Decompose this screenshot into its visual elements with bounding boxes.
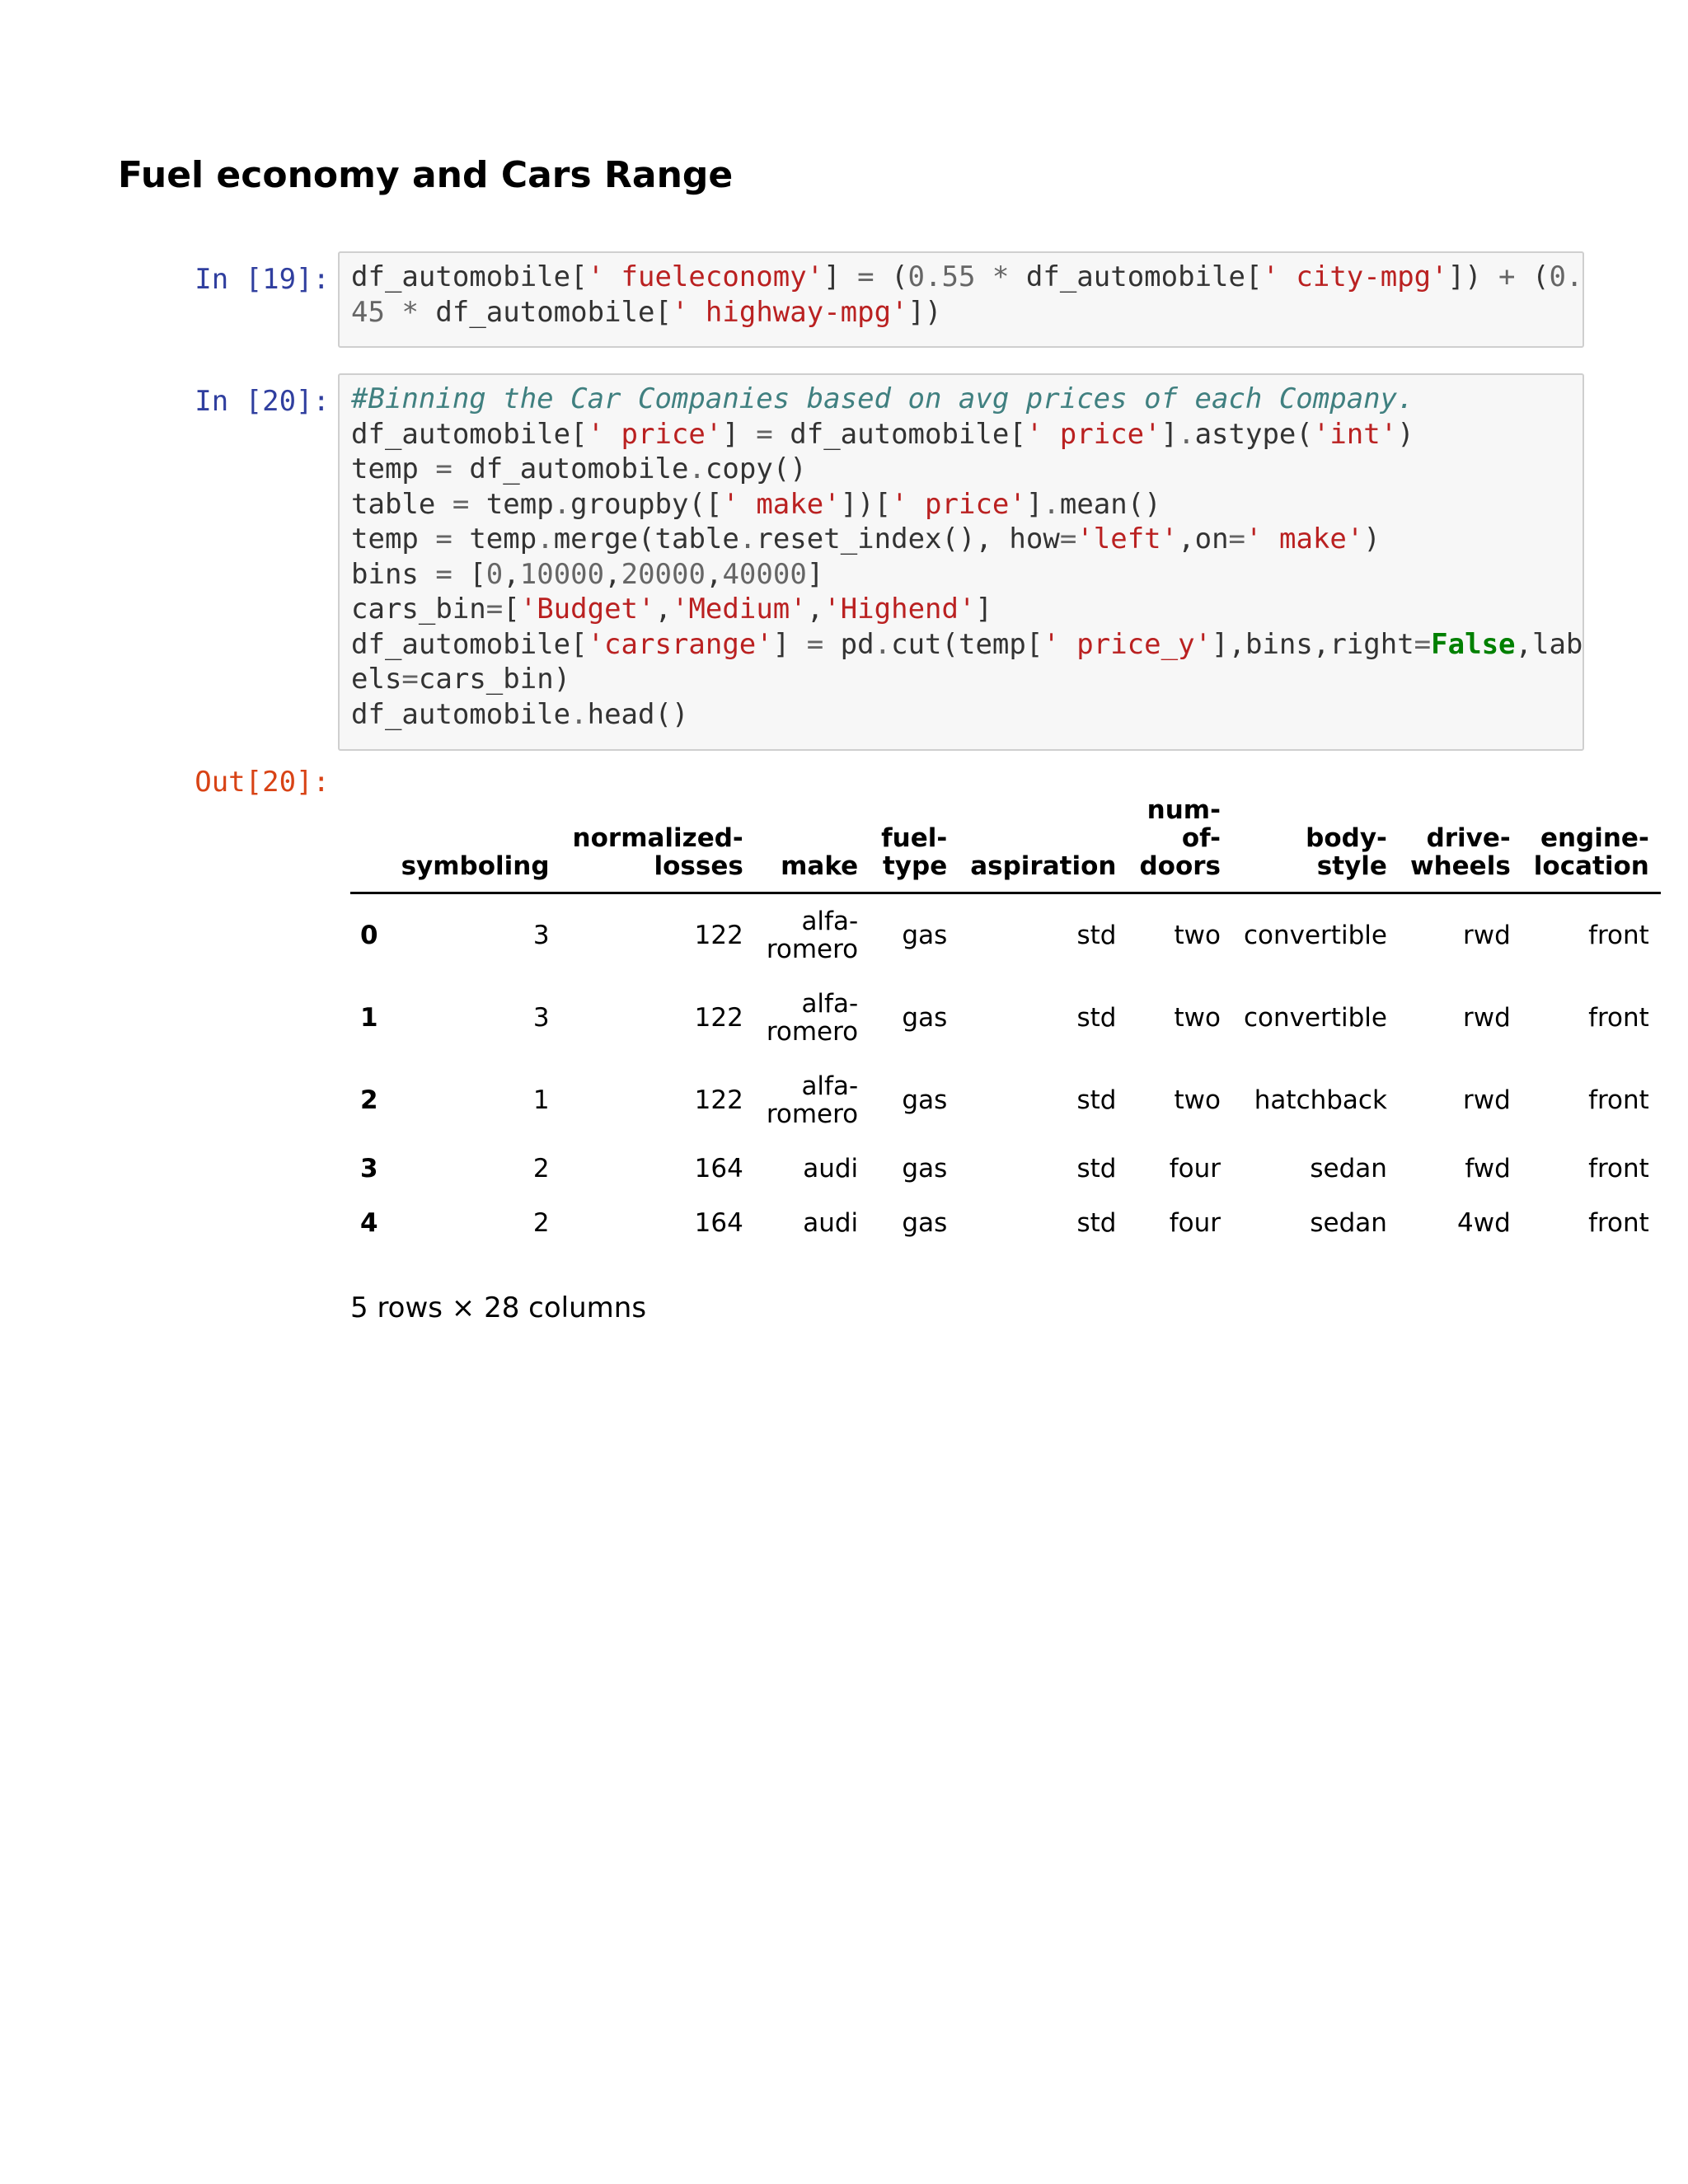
code-token: copy() — [705, 452, 807, 485]
code-token: ( — [1515, 260, 1550, 293]
code-token: mean() — [1059, 487, 1161, 521]
code-token: = — [806, 627, 824, 661]
input-prompt-20: In [20]: — [195, 385, 330, 418]
cell-make: audi — [803, 1208, 859, 1238]
cell-num-of-doors: four — [1169, 1154, 1221, 1183]
code-token: ] — [772, 627, 807, 661]
cell-normalized-losses: 122 — [694, 1003, 743, 1033]
code-token: ' price' — [587, 417, 723, 451]
code-token: , — [604, 557, 621, 591]
code-token: , — [705, 557, 723, 591]
code-token: els — [351, 663, 402, 696]
code-token: head() — [587, 697, 689, 731]
code-token: groupby([ — [570, 487, 723, 521]
code-cell-19[interactable] — [338, 251, 1584, 348]
column-header-fuel-type: fuel- type — [881, 823, 948, 881]
cell-make: alfa- romero — [766, 1071, 859, 1129]
cell-fuel-type: gas — [902, 1085, 948, 1115]
code-token: ] — [1025, 487, 1043, 521]
code-token: bins — [351, 557, 436, 591]
cell-normalized-losses: 122 — [694, 1085, 743, 1115]
code-token: 'Budget' — [519, 593, 655, 626]
code-token: ) — [1363, 523, 1381, 555]
code-token: * — [401, 295, 419, 329]
code-token: ] — [823, 260, 858, 293]
code-token: temp — [351, 452, 436, 485]
code-token: = — [857, 260, 874, 293]
code-token: 20000 — [621, 557, 706, 591]
cell-aspiration: std — [1076, 1208, 1117, 1238]
output-prompt-20: Out[20]: — [195, 766, 330, 799]
code-token: temp — [469, 487, 554, 521]
cell-body-style: sedan — [1310, 1208, 1387, 1238]
code-token: ' price' — [1025, 417, 1161, 451]
code-token: , — [806, 593, 824, 626]
code-line — [351, 557, 1571, 593]
code-token: pd — [823, 627, 874, 661]
cell-drive-wheels: rwd — [1463, 1003, 1511, 1033]
code-token: = — [485, 593, 504, 626]
code-token: ' make' — [1245, 523, 1364, 555]
row-index: 0 — [360, 921, 378, 950]
cell-num-of-doors: two — [1174, 1085, 1221, 1115]
cell-aspiration: std — [1076, 921, 1117, 950]
cell-num-of-doors: two — [1174, 1003, 1221, 1033]
code-token: . — [688, 452, 706, 485]
code-token: = — [756, 417, 773, 451]
code-token: + — [1498, 260, 1516, 293]
section-heading: Fuel economy and Cars Range — [118, 154, 734, 196]
code-token: = — [1414, 627, 1432, 661]
code-token: . — [1178, 417, 1195, 451]
code-token: ] — [722, 417, 757, 451]
code-token: df_automobile[ — [418, 295, 672, 329]
code-token: , — [503, 557, 520, 591]
column-header-body-style: body- style — [1306, 823, 1387, 881]
code-token: = — [1228, 523, 1246, 555]
code-token: ' price' — [891, 487, 1026, 521]
code-token — [975, 260, 992, 293]
code-token: . — [537, 523, 554, 555]
code-token: ] — [806, 557, 824, 591]
code-token: = — [401, 663, 419, 696]
cell-drive-wheels: rwd — [1463, 1085, 1511, 1115]
input-prompt-19: In [19]: — [195, 263, 330, 296]
code-line — [351, 417, 1571, 452]
code-token: cut(temp[ — [891, 627, 1043, 661]
code-token: ) — [1397, 417, 1414, 451]
code-token: . — [1043, 487, 1060, 521]
dataframe-table — [350, 791, 1661, 1250]
cell-aspiration: std — [1076, 1154, 1117, 1183]
table-row — [350, 893, 1661, 977]
column-header-normalized-losses: normalized- losses — [572, 823, 743, 881]
code-token: #Binning the Car Companies based on avg prices of each Company. — [351, 382, 1414, 415]
code-token: = — [435, 523, 452, 555]
column-header-index — [350, 791, 390, 893]
code-token: = — [435, 557, 452, 591]
code-token: df_automobile — [452, 452, 689, 485]
cell-fuel-type: gas — [902, 1208, 948, 1238]
row-index: 1 — [360, 1003, 378, 1033]
code-token: df_automobile[ — [351, 627, 588, 661]
code-token: df_automobile[ — [1009, 260, 1263, 293]
code-token: df_automobile[ — [351, 417, 588, 451]
code-token: 'Highend' — [823, 593, 976, 626]
cell-engine-location: front — [1588, 921, 1649, 950]
code-token: ,on — [1178, 523, 1229, 555]
code-token: temp — [351, 523, 436, 555]
code-token: cars_bin) — [418, 663, 571, 696]
code-token: . — [553, 487, 571, 521]
cell-drive-wheels: fwd — [1465, 1154, 1511, 1183]
code-token: df_automobile — [351, 697, 571, 731]
code-cell-20[interactable] — [338, 373, 1584, 751]
code-line — [351, 260, 1583, 295]
code-token: 45 — [351, 295, 385, 329]
code-token: . — [738, 523, 757, 555]
code-token: df_automobile[ — [772, 417, 1026, 451]
cell-normalized-losses: 122 — [694, 921, 743, 950]
code-line — [351, 697, 1571, 733]
code-token: [ — [503, 593, 520, 626]
column-header-aspiration: aspiration — [970, 851, 1117, 881]
code-token: ,lab — [1515, 627, 1583, 661]
code-token: ])[ — [840, 487, 892, 521]
cell-fuel-type: gas — [902, 1003, 948, 1033]
dataframe-shape: 5 rows × 28 columns — [350, 1291, 647, 1324]
code-token: 'left' — [1076, 523, 1179, 555]
code-token: ]) — [1447, 260, 1499, 293]
code-token: = — [452, 487, 470, 521]
code-token: merge(table — [553, 523, 739, 555]
cell-symboling: 2 — [532, 1154, 550, 1183]
cell-normalized-losses: 164 — [694, 1154, 743, 1183]
cell-aspiration: std — [1076, 1085, 1117, 1115]
code-token: temp — [452, 523, 537, 555]
cell-symboling: 3 — [532, 1003, 550, 1033]
cell-symboling: 3 — [532, 921, 550, 950]
table-header-row — [350, 791, 1661, 893]
code-token: astype( — [1194, 417, 1313, 451]
code-token: 40000 — [722, 557, 807, 591]
cell-aspiration: std — [1076, 1003, 1117, 1033]
cell-make: audi — [803, 1154, 859, 1183]
code-token: ' city-mpg' — [1262, 260, 1448, 293]
code-token: . — [874, 627, 892, 661]
code-token: ( — [874, 260, 908, 293]
code-token: ] — [975, 593, 992, 626]
code-token: cars_bin — [351, 593, 486, 626]
code-line — [351, 487, 1571, 523]
code-token: ' price_y' — [1043, 627, 1212, 661]
cell-engine-location: front — [1588, 1154, 1649, 1183]
code-token: * — [992, 260, 1010, 293]
code-token: reset_index(), how — [756, 523, 1060, 555]
cell-body-style: convertible — [1243, 921, 1387, 950]
cell-engine-location: front — [1588, 1085, 1649, 1115]
cell-symboling: 2 — [532, 1208, 550, 1238]
code-line — [351, 662, 1571, 697]
table-row — [350, 1196, 1661, 1250]
code-token: = — [1059, 523, 1077, 555]
code-token: , — [654, 593, 672, 626]
code-token: ' highway-mpg' — [671, 295, 908, 329]
cell-drive-wheels: 4wd — [1457, 1208, 1511, 1238]
code-token: ' make' — [722, 487, 841, 521]
code-token: 'carsrange' — [587, 627, 773, 661]
cell-body-style: convertible — [1243, 1003, 1387, 1033]
dataframe-scroll[interactable] — [350, 791, 1649, 1250]
cell-num-of-doors: two — [1174, 921, 1221, 950]
cell-engine-location: front — [1588, 1003, 1649, 1033]
cell-make: alfa- romero — [766, 907, 859, 964]
code-token: False — [1431, 627, 1516, 661]
table-row — [350, 977, 1661, 1059]
cell-normalized-losses: 164 — [694, 1208, 743, 1238]
code-token: 0.55 — [907, 260, 976, 293]
output-area-20 — [350, 791, 1649, 1250]
cell-fuel-type: gas — [902, 921, 948, 950]
cell-fuel-type: gas — [902, 1154, 948, 1183]
code-token: 'Medium' — [671, 593, 807, 626]
code-line — [351, 627, 1583, 663]
cell-symboling: 1 — [532, 1085, 550, 1115]
code-line — [351, 382, 1571, 417]
column-header-make: make — [781, 851, 859, 881]
code-line — [351, 592, 1571, 627]
code-token: . — [570, 697, 588, 731]
code-token: 10000 — [519, 557, 605, 591]
code-line — [351, 522, 1571, 557]
code-token: 0. — [1549, 260, 1583, 293]
cell-num-of-doors: four — [1169, 1208, 1221, 1238]
code-line — [351, 295, 1571, 330]
table-row — [350, 1059, 1661, 1141]
code-token: 'int' — [1312, 417, 1398, 451]
cell-body-style: sedan — [1310, 1154, 1387, 1183]
code-token: ],bins,right — [1212, 627, 1414, 661]
code-token — [385, 296, 401, 329]
column-header-num-of-doors: num- of- doors — [1139, 795, 1221, 881]
code-token: ]) — [907, 295, 942, 329]
column-header-drive-wheels: drive- wheels — [1409, 823, 1511, 881]
code-token: df_automobile[ — [351, 260, 588, 293]
code-token: table — [351, 487, 452, 521]
cell-make: alfa- romero — [766, 989, 859, 1047]
code-token: ' fueleconomy' — [587, 260, 824, 293]
code-token: = — [435, 452, 452, 485]
table-row — [350, 1141, 1661, 1196]
cell-body-style: hatchback — [1254, 1085, 1387, 1115]
row-index: 2 — [360, 1085, 378, 1115]
cell-drive-wheels: rwd — [1463, 921, 1511, 950]
code-token: ] — [1160, 417, 1179, 451]
code-line — [351, 452, 1571, 487]
row-index: 4 — [360, 1208, 378, 1238]
cell-engine-location: front — [1588, 1208, 1649, 1238]
column-header-symboling: symboling — [401, 851, 550, 881]
code-token: 0 — [485, 557, 504, 591]
row-index: 3 — [360, 1154, 378, 1183]
code-token: [ — [452, 557, 486, 591]
column-header-engine-location: engine- location — [1533, 823, 1649, 881]
